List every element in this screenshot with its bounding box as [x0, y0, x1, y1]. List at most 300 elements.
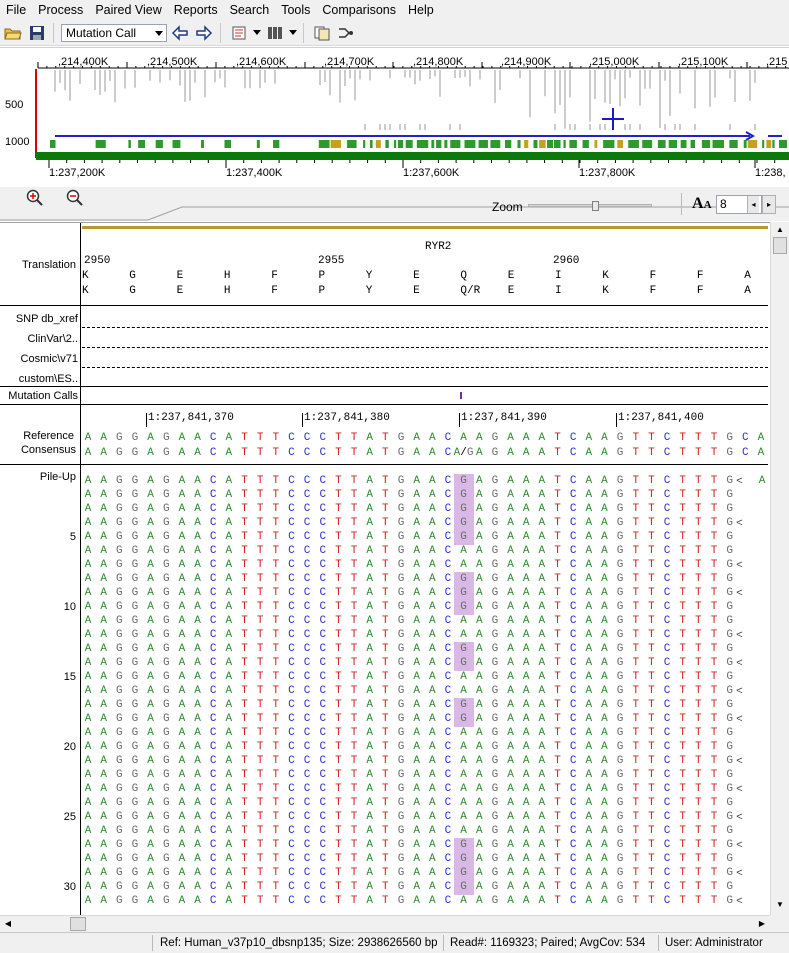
base: T [695, 727, 702, 739]
base: T [256, 881, 264, 893]
chevron-down-icon[interactable] [288, 22, 298, 44]
read-row[interactable] [0, 881, 768, 895]
base: A [84, 769, 92, 781]
base: A [507, 755, 514, 767]
base: A [366, 839, 373, 851]
base: A [585, 839, 593, 851]
base: T [272, 643, 280, 655]
base: C [209, 825, 217, 837]
back-arrow-icon[interactable] [169, 22, 191, 44]
read-row[interactable] [0, 741, 768, 755]
base: T [648, 447, 655, 459]
base: T [648, 615, 655, 627]
base: A [225, 895, 233, 907]
base: C [288, 685, 295, 697]
base: C [288, 741, 295, 753]
base: T [335, 895, 342, 907]
read-row[interactable] [0, 629, 768, 643]
base: A [538, 671, 546, 683]
base: A [601, 559, 608, 571]
base: C [569, 601, 577, 613]
base: T [335, 517, 342, 529]
base: A [366, 503, 373, 515]
base: A [522, 559, 530, 571]
base: A [147, 573, 154, 585]
base: T [382, 769, 389, 781]
base: C [303, 559, 311, 571]
base: G [726, 587, 733, 599]
menu-tools[interactable]: Tools [281, 3, 311, 17]
read-row[interactable] [0, 559, 768, 573]
read-row[interactable] [0, 475, 768, 489]
base: A [428, 783, 436, 795]
base: T [241, 629, 248, 641]
base: T [695, 489, 702, 501]
base: A [413, 517, 420, 529]
vertical-scrollbar[interactable] [770, 222, 789, 915]
read-direction-arrow: < [736, 895, 743, 907]
base: T [241, 797, 248, 809]
base: T [679, 503, 686, 515]
base: A [147, 489, 154, 501]
base: C [663, 489, 671, 501]
base: T [241, 573, 248, 585]
codon-number: 2955 [318, 255, 345, 267]
read-row[interactable] [0, 615, 768, 629]
base: T [710, 559, 718, 571]
base: A [522, 727, 530, 739]
base: C [569, 503, 577, 515]
read-row[interactable] [0, 811, 768, 825]
cosmic-track-label: Cosmic\v71 [20, 353, 78, 365]
base: T [350, 489, 358, 501]
base: C [288, 587, 295, 599]
base: A [522, 587, 530, 599]
base: A [538, 811, 546, 823]
mutation-call-marker[interactable] [460, 392, 462, 399]
base: G [491, 629, 499, 641]
scroll-thumb[interactable] [773, 237, 787, 254]
menu-process[interactable]: Process [38, 3, 84, 17]
menu-paired-view[interactable]: Paired View [95, 3, 162, 17]
base: C [319, 587, 327, 599]
read-row[interactable] [0, 685, 768, 699]
base: T [632, 573, 640, 585]
base: T [241, 895, 248, 907]
base: G [491, 573, 499, 585]
base: G [616, 447, 624, 459]
base: A [538, 503, 546, 515]
base: A [413, 713, 420, 725]
base: C [569, 881, 577, 893]
forward-arrow-icon[interactable] [193, 22, 215, 44]
mode-select[interactable]: Mutation Call [61, 24, 167, 42]
base: T [695, 531, 702, 543]
base: A [601, 503, 608, 515]
base: A [178, 881, 186, 893]
base: A [225, 657, 233, 669]
base: T [272, 881, 280, 893]
scroll-down-button[interactable]: ▼ [776, 900, 784, 909]
base: G [131, 825, 139, 837]
copy-icon[interactable] [311, 22, 333, 44]
base: T [241, 783, 248, 795]
base: T [710, 601, 718, 613]
base: T [256, 432, 264, 444]
base: T [256, 447, 264, 459]
base: A [225, 615, 233, 627]
base: C [444, 629, 452, 641]
base: C [288, 531, 295, 543]
base: A [601, 657, 608, 669]
base: G [115, 643, 123, 655]
base: G [131, 839, 139, 851]
base: A [507, 587, 514, 599]
read-row[interactable] [0, 657, 768, 671]
base: G [131, 517, 139, 529]
base: C [663, 867, 671, 879]
read-row[interactable] [0, 531, 768, 545]
base: A [460, 432, 467, 444]
base: A [538, 573, 546, 585]
save-icon[interactable] [26, 22, 48, 44]
base: A [585, 769, 593, 781]
read-direction-arrow: < [736, 839, 743, 851]
bottom-tick-label: 1:237,400K [226, 167, 283, 179]
base: A [194, 531, 201, 543]
amino-acid-row-alt [0, 285, 768, 298]
base: G [397, 587, 405, 599]
base: A [507, 629, 514, 641]
base: A [507, 601, 514, 613]
base: C [209, 853, 217, 865]
base: C [663, 587, 671, 599]
base: A [178, 895, 186, 907]
base: T [256, 699, 264, 711]
base: A [225, 573, 233, 585]
base: A [84, 741, 92, 753]
base: A [428, 601, 436, 613]
feature-block [524, 140, 528, 148]
zoom-label: Zoom [492, 200, 523, 214]
read-row[interactable] [0, 895, 768, 909]
base: G [491, 769, 499, 781]
base: A [522, 797, 530, 809]
base: A [100, 755, 107, 767]
chevron-down-icon[interactable] [252, 22, 262, 44]
base: G [162, 629, 170, 641]
base: A [366, 769, 373, 781]
base: A [100, 615, 107, 627]
base: G [460, 839, 467, 851]
base: C [209, 881, 217, 893]
base: G [616, 797, 624, 809]
base: T [679, 573, 686, 585]
base: A [507, 643, 514, 655]
base: G [397, 432, 405, 444]
base: A [84, 475, 92, 487]
base: G [115, 671, 123, 683]
base: C [663, 615, 671, 627]
open-folder-icon[interactable] [2, 22, 24, 44]
base: A [522, 475, 530, 487]
base: C [663, 895, 671, 907]
menu-help[interactable]: Help [408, 3, 434, 17]
base: G [162, 601, 170, 613]
base: G [397, 713, 405, 725]
base: A [460, 727, 467, 739]
base: T [710, 755, 718, 767]
read-row[interactable] [0, 713, 768, 727]
base: T [256, 685, 264, 697]
base: T [256, 545, 264, 557]
base: A [601, 601, 608, 613]
base: A [84, 685, 92, 697]
base: A [147, 755, 154, 767]
base: C [444, 615, 452, 627]
base: T [350, 853, 358, 865]
base: T [241, 825, 248, 837]
base: A [100, 545, 107, 557]
base: G [616, 769, 624, 781]
base: G [491, 671, 499, 683]
zoom-slider[interactable] [528, 201, 652, 210]
base: G [460, 503, 467, 515]
read-row[interactable] [0, 769, 768, 783]
menu-file[interactable]: File [6, 3, 27, 17]
font-size-increase-button[interactable]: ▸ [762, 195, 776, 214]
read-row[interactable] [0, 797, 768, 811]
top-tick-label: ,215,100K [678, 56, 729, 68]
base: A [585, 475, 593, 487]
top-tick-label: ,215,000K [589, 56, 640, 68]
read-row[interactable] [0, 783, 768, 797]
base: A [178, 797, 186, 809]
base: T [272, 629, 280, 641]
base: T [256, 797, 264, 809]
base: A [585, 895, 593, 907]
pileup-reads[interactable] [0, 471, 768, 916]
read-row[interactable] [0, 573, 768, 587]
base: T [382, 727, 389, 739]
base: A [601, 853, 608, 865]
base: A [475, 671, 483, 683]
base: T [695, 839, 702, 851]
amino-acid: F [649, 270, 657, 282]
base: C [444, 741, 452, 753]
base: G [397, 531, 405, 543]
amino-acid: I [555, 270, 562, 282]
base: A [225, 587, 233, 599]
base: A [460, 797, 467, 809]
split-view-icon[interactable] [335, 22, 357, 44]
base: C [569, 685, 577, 697]
feature-block [406, 140, 413, 148]
base: T [241, 769, 248, 781]
base: A [225, 447, 233, 459]
coverage-chart[interactable] [0, 48, 789, 188]
scroll-right-button[interactable]: ▶ [758, 919, 766, 928]
base: T [382, 797, 389, 809]
base: A [194, 447, 201, 459]
read-row[interactable] [0, 587, 768, 601]
menu-search[interactable]: Search [229, 3, 270, 17]
amino-acid: G [129, 285, 136, 297]
base: A [84, 629, 92, 641]
base: G [397, 657, 405, 669]
base: C [569, 517, 577, 529]
zoom-out-icon[interactable] [66, 189, 84, 207]
base: C [303, 741, 311, 753]
base: A [585, 432, 593, 444]
base: C [303, 657, 311, 669]
base: T [695, 685, 702, 697]
base: G [726, 895, 733, 907]
base: G [162, 671, 170, 683]
base: A [366, 881, 373, 893]
read-row[interactable] [0, 755, 768, 769]
base: T [241, 727, 248, 739]
scroll-up-button[interactable]: ▲ [776, 225, 784, 234]
read-row[interactable] [0, 517, 768, 531]
base: A [147, 713, 154, 725]
base: T [256, 643, 264, 655]
read-row[interactable] [0, 601, 768, 615]
consensus-label: Consensus [20, 444, 76, 456]
report-icon[interactable] [228, 22, 250, 44]
feature-block [331, 140, 341, 148]
amino-acid: P [318, 285, 326, 297]
font-size-input[interactable]: 8 [716, 195, 762, 214]
horizontal-scrollbar[interactable] [0, 915, 770, 932]
base: G [397, 895, 405, 907]
feature-block [450, 140, 460, 148]
base: A [538, 657, 546, 669]
base: T [554, 867, 561, 879]
base: A [178, 783, 186, 795]
base: A [100, 811, 107, 823]
base: G [115, 432, 123, 444]
menu-reports[interactable]: Reports [173, 3, 218, 17]
base: T [350, 867, 358, 879]
base: A [601, 881, 608, 893]
base: A [194, 545, 201, 557]
base: A [225, 797, 233, 809]
base: C [303, 699, 311, 711]
base: T [632, 629, 640, 641]
read-row[interactable] [0, 853, 768, 867]
coverage-overview[interactable] [0, 47, 789, 187]
read-row[interactable] [0, 727, 768, 741]
base: G [131, 475, 139, 487]
read-row[interactable] [0, 643, 768, 657]
base: A [100, 769, 107, 781]
base: T [382, 755, 389, 767]
base: G [397, 881, 405, 893]
base: C [569, 587, 577, 599]
base: C [569, 559, 577, 571]
base: G [491, 657, 499, 669]
base: C [663, 503, 671, 515]
base: T [272, 573, 280, 585]
base: C [741, 432, 749, 444]
base: T [554, 447, 561, 459]
base: A [601, 783, 608, 795]
base: G [131, 685, 139, 697]
base: T [335, 685, 342, 697]
base: T [256, 629, 264, 641]
base: T [272, 755, 280, 767]
read-row[interactable] [0, 699, 768, 713]
base: G [397, 503, 405, 515]
base: T [679, 685, 686, 697]
scroll-left-button[interactable]: ◀ [4, 919, 12, 928]
feature-block [772, 140, 774, 148]
menu-comparisons[interactable]: Comparisons [322, 3, 397, 17]
base: T [679, 867, 686, 879]
zoom-slider-handle[interactable] [592, 201, 599, 211]
base: T [256, 769, 264, 781]
base: A [194, 895, 201, 907]
base: A [475, 713, 483, 725]
base: C [319, 489, 327, 501]
font-size-decrease-button[interactable]: ◂ [747, 196, 759, 213]
zoom-in-icon[interactable] [26, 189, 44, 207]
base: G [726, 825, 733, 837]
read-row[interactable] [0, 503, 768, 517]
base: T [256, 503, 264, 515]
base: C [319, 741, 327, 753]
base: A [147, 671, 154, 683]
scroll-thumb[interactable] [70, 917, 86, 931]
base: G [162, 783, 170, 795]
read-row[interactable] [0, 867, 768, 881]
base: T [272, 895, 280, 907]
read-row[interactable] [0, 825, 768, 839]
base: T [648, 671, 655, 683]
row-number: 15 [63, 671, 76, 683]
base: G [131, 727, 139, 739]
base: A [225, 867, 233, 879]
base: T [241, 853, 248, 865]
base: G [397, 783, 405, 795]
base: G [491, 531, 499, 543]
read-row[interactable] [0, 839, 768, 853]
read-row[interactable] [0, 545, 768, 559]
base: C [569, 629, 577, 641]
base: A [522, 615, 530, 627]
base: T [648, 545, 655, 557]
base: C [663, 797, 671, 809]
base: A [475, 503, 483, 515]
base: T [256, 727, 264, 739]
read-row[interactable] [0, 671, 768, 685]
read-row[interactable] [0, 489, 768, 503]
base: G [397, 489, 405, 501]
base: T [335, 643, 342, 655]
base: A [585, 713, 593, 725]
base: C [319, 559, 327, 571]
base: G [616, 545, 624, 557]
base: T [335, 797, 342, 809]
base: C [209, 713, 217, 725]
base: A [538, 867, 546, 879]
barcode-icon[interactable] [264, 22, 286, 44]
base: T [632, 783, 640, 795]
base: A [366, 797, 373, 809]
base: T [335, 811, 342, 823]
base: G [726, 727, 733, 739]
